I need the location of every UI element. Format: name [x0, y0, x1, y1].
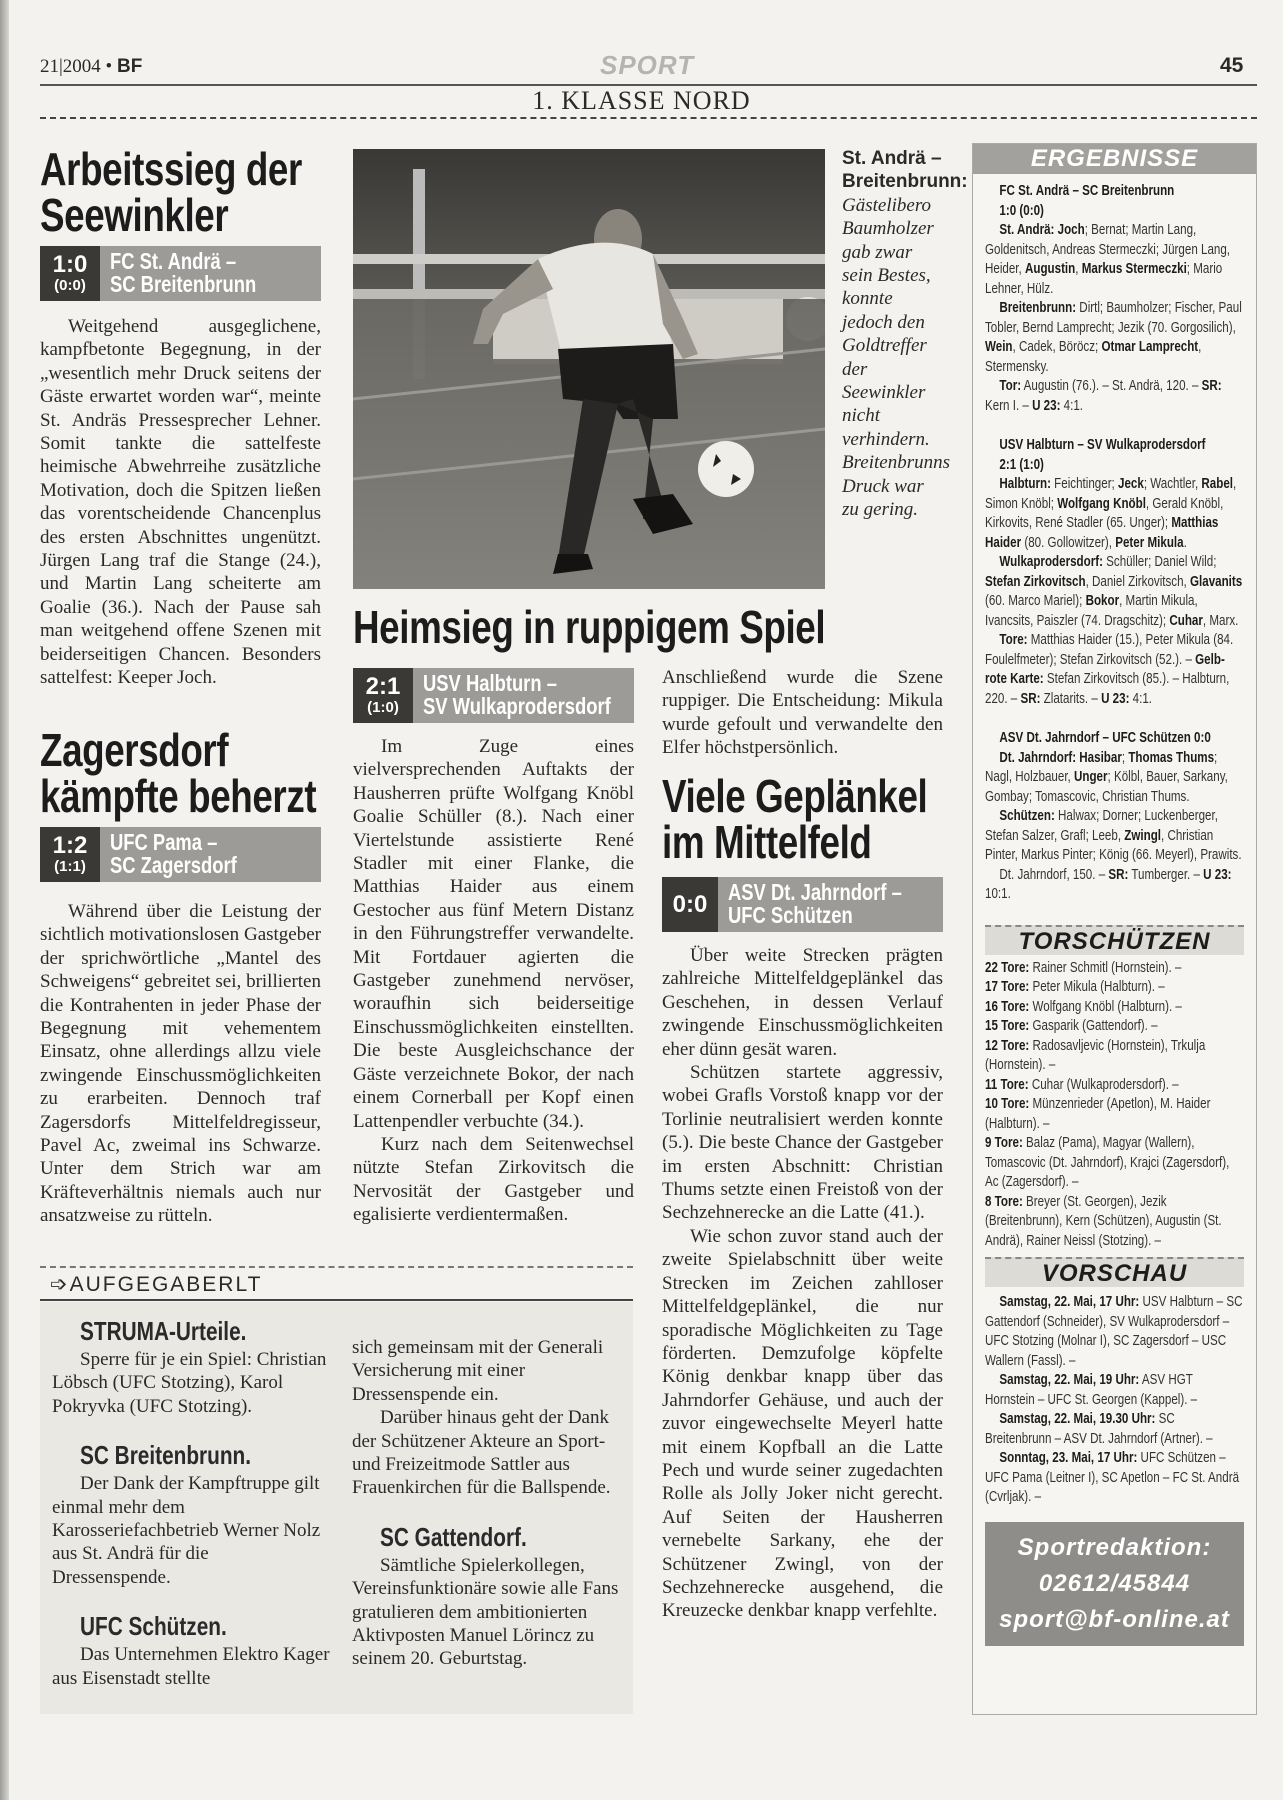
bold-segment: Samstag, 22. Mai, 19.30 Uhr: [999, 1411, 1156, 1427]
match-result [985, 182, 1244, 416]
article-headline [40, 143, 321, 241]
text-segment: , Simon Knöbl; [985, 476, 1237, 512]
text-segment: Breyer (St. Georgen), Jezik (Breitenbrunn), Kern (Schützen), Augustin (St. Andrä), Rainer Neissl (Stotzing). – [985, 1193, 1222, 1249]
bold-segment: Peter Mikula [1115, 534, 1184, 551]
bold-segment: Jeck [1118, 476, 1144, 492]
contact-box [985, 1522, 1244, 1646]
bold-segment: Markus Stermeczki [1081, 261, 1187, 277]
bold-segment: 16 Tore: [985, 998, 1030, 1015]
note-text: Darüber hinaus geht der Dank der Schützener Akteure an Sport- und Freizeitmode Sattler aus Frauenkirchen für die Ballspende. [352, 1407, 611, 1499]
note-title: UFC Schützen. [80, 1611, 227, 1642]
note-text: Der Dank der Kampftruppe gilt einmal mehr dem Karosseriefachbetrieb Werner Nolz aus St. Andrä für die Dressenspende. [52, 1473, 321, 1588]
fixture-entry [985, 1371, 1244, 1410]
issue-number: 21|2004 • [40, 56, 113, 77]
text-segment: ; [1121, 749, 1129, 766]
article-body [40, 315, 321, 690]
match-details [985, 866, 1244, 905]
bold-segment: Stefan Zirkovitsch [985, 573, 1086, 590]
final-score: 1:0 [52, 250, 88, 278]
bold-segment: St. Andrä: Joch [999, 222, 1085, 238]
final-score: 1:2 [52, 831, 88, 859]
text-segment: Matthias Haider (15.), Peter Mikula (84. Foulelfmeter); Stefan Zirkovitsch (52.). – [985, 632, 1234, 668]
headline-line: kämpfte beherzt [40, 770, 317, 822]
home-team: ASV Dt. Jahrndorf – [728, 879, 902, 905]
text-segment: , Daniel Zirkovitsch, [1085, 573, 1190, 590]
arrow-right-icon: ➩ [50, 1273, 70, 1296]
match-title: FC St. Andrä – SC Breitenbrunn [999, 183, 1175, 199]
text-segment: , Martin Mikula, Ivancsits, Paiszler (74. Dragschitz); [985, 593, 1198, 629]
text-segment: ; Nagl, Holzbauer, [985, 749, 1218, 785]
notes-title: AUFGEGABERLT [69, 1273, 263, 1296]
match-title: USV Halbturn – SV Wulkaprodersdorf [999, 437, 1206, 453]
bold-segment: 15 Tore: [985, 1018, 1030, 1034]
text-segment: , Stermensky. [985, 339, 1202, 375]
home-team: FC St. Andrä – [110, 248, 237, 274]
league-title: 1. KLASSE NORD [532, 86, 751, 115]
match-details [985, 631, 1244, 709]
bold-segment: Matthias Haider [985, 515, 1219, 551]
text-segment: Münzenrieder (Apetlon), M. Haider (Halbturn). – [985, 1096, 1211, 1132]
lineup [985, 299, 1244, 377]
bold-segment: Zwingl [1124, 827, 1162, 844]
text-segment: . [1183, 534, 1187, 551]
text-segment: Halwax; Dorner; Luckenberger, Stefan Salzer, Grafl; Leeb, [985, 808, 1218, 844]
article-jahrndorf [662, 770, 943, 1623]
headline-line: Seewinkler [40, 189, 229, 241]
home-team: USV Halbturn – [423, 670, 557, 696]
bold-segment: SR: [1020, 690, 1041, 707]
text-segment: Feichtinger; [1050, 476, 1119, 492]
article-halbturn [353, 668, 634, 1227]
bold-segment: Wulkaprodersdorf: [999, 554, 1103, 570]
text-segment: SC Breitenbrunn – ASV Dt. Jahrndorf (Artner). – [985, 1411, 1213, 1447]
scorer-entry [985, 1076, 1244, 1096]
note-text: Sämtliche Spielerkollegen, Vereinsfunktionäre sowie alle Fans gratulieren dem ambitionierten Aktivposten Manuel Lörincz zu seinem 20. Geburtstag. [352, 1554, 619, 1670]
text-segment: Cuhar (Wulkaprodersdorf). – [1028, 1076, 1179, 1093]
contact-email[interactable]: sport@bf-online.at [999, 1605, 1230, 1633]
text-segment: (60. Marco Mariel); [985, 593, 1086, 609]
bold-segment: Breitenbrunn: [999, 300, 1077, 316]
away-team: SC Breitenbrunn [110, 271, 257, 297]
match-score: 2:1 (1:0) [999, 456, 1044, 473]
notes-column-1 [52, 1306, 332, 1690]
bold-segment: Unger [1073, 769, 1108, 785]
paragraph: Schützen startete aggressiv, wobei Grafls Vorstoß knapp vor der Torlinie neutralisiert werden konnte (5.). Die beste Chance der Gastgeber im ersten Abschnitt: Christian Thums setzte einen Freistoß von der Sechzehnerecke an die Latte (41.). [662, 1062, 943, 1224]
score [353, 668, 413, 723]
note-title: STRUMA-Urteile. [80, 1316, 247, 1346]
page-number: 45 [1220, 54, 1244, 77]
scorer-entry [985, 1134, 1244, 1193]
text-segment: Wolfgang Knöbl (Halbturn). – [1029, 998, 1182, 1015]
bold-segment: 12 Tore: [985, 1037, 1030, 1054]
bold-segment: Cuhar [1169, 612, 1203, 629]
article-headline [40, 724, 321, 822]
text-segment: 10:1. [985, 886, 1011, 902]
match-photo [353, 149, 825, 589]
paper-name: BF [116, 56, 143, 77]
teams [413, 668, 634, 723]
lineup [985, 553, 1244, 631]
note-title: SC Gattendorf. [380, 1521, 527, 1552]
text-segment: , Marx. [1202, 612, 1239, 629]
score-box [353, 668, 634, 723]
match-result [985, 436, 1244, 709]
paragraph: Weitgehend ausgeglichene, kampfbetonte Begegnung, in der „wesentlich mehr Druck seitens der Gäste erwartet worden war“, meinte St. Andräs Pressesprecher Lehner. Somit tankte die sattelfeste heimische Abwehrreihe zusätzliche Motivation, doch die Spitzen ließen das vorentscheidende Chancenplus des ersten Abschnittes ungenützt. Jürgen Lang traf die Stange (24.), und Martin Lang scheiterte am Goalie (36.). Nach der Pause sah man weitgehend offene Szenen mit beiderseitigen Chancen. Besonders sattelfest: Keeper Joch. [40, 316, 321, 689]
match-score: 1:0 (0:0) [999, 202, 1044, 219]
bold-segment: Tore: [999, 632, 1028, 648]
section-title: SPORT [600, 50, 695, 80]
headline-line: Viele Geplänkel [662, 770, 928, 822]
lineup [985, 807, 1244, 866]
headline-line: Arbeitssieg der [40, 143, 302, 195]
bold-segment: Halbturn: [999, 476, 1051, 492]
away-team: SV Wulkaprodersdorf [423, 693, 611, 719]
header-divider [40, 117, 1257, 119]
scorer-entry [985, 959, 1244, 979]
lineup [985, 749, 1244, 808]
bold-segment: 8 Tore: [985, 1193, 1023, 1210]
notes-header [40, 1266, 633, 1301]
results-sidebar [972, 143, 1257, 1715]
bold-segment: SR: [1201, 378, 1222, 394]
text-segment: 4:1. [1129, 690, 1153, 707]
results-header: ERGEBNISSE [973, 144, 1256, 174]
article-st-andrae [40, 143, 321, 690]
scorer-entry [985, 1095, 1244, 1134]
final-score: 0:0 [672, 890, 708, 918]
article-halbturn-continued [662, 666, 943, 760]
bold-segment: 17 Tore: [985, 979, 1030, 995]
teams [100, 827, 321, 882]
text-segment: ; Bernat; Martin Lang, Goldenitsch, Andreas Stermeczki; Jürgen Lang, Heider, [985, 222, 1231, 277]
bold-segment: SR: [1108, 866, 1129, 883]
scorers-header: TORSCHÜTZEN [985, 925, 1244, 955]
paragraph: Im Zuge eines vielversprechenden Auftakts der Hausherren prüfte Wolfgang Knöbl Goalie Schüller (8.). Nach einer Viertelstunde assistierte René Stadler mit einer Flanke, die Matthias Haider aus einem Gestocher aus fünf Metern Distanz in den Führungstreffer verwandelte. Mit Fortdauer agierten die Gastgeber zunehmend nervöser, woraufhin sich beiderseitige Einschussmöglichkeiten einstellten. Die beste Ausgleichschance der Gäste verzeichnete Bokor, der nach einem Cornerball per Kopf einen Lattenpendler verbuchte (34.). [353, 736, 634, 1132]
issue-info [40, 56, 142, 78]
note-text: sich gemeinsam mit der Generali Versicherung mit einer Dressenspende ein. [352, 1337, 604, 1405]
text-segment: USV Halbturn – SC Gattendorf (Schneider), SV Wulkaprodersdorf – UFC Stotzing (Molnar I), SC Zagersdorf – USC Wallern (Fassl). – [985, 1294, 1243, 1369]
text-segment: Zlatarits. – [1040, 690, 1102, 707]
text-segment: ; Mario Lehner, Hülz. [985, 261, 1223, 297]
score-box [40, 827, 321, 882]
text-segment: Schüller; Daniel Wild; [1102, 554, 1217, 570]
notes-column-2 [352, 1336, 624, 1671]
fixture-entry [985, 1293, 1244, 1371]
note-text: Das Unternehmen Elektro Kager aus Eisenstadt stellte [52, 1644, 330, 1689]
score-box [40, 246, 321, 301]
article-headline [662, 770, 943, 868]
contact-phone: 02612/45844 [1038, 1569, 1191, 1597]
bold-segment: Schützen: [999, 808, 1055, 824]
article-headline: Heimsieg in ruppigem Spiel [353, 601, 826, 653]
text-segment: Dirtl; Baumholzer; Fischer, Paul Tobler, Bernd Lamprecht; Jezik (70. Gorgosilich), [985, 300, 1242, 336]
paragraph: Wie schon zuvor stand auch der zweite Spielabschnitt über weite Strecken im Zeichen zahlloser Mittelfeldgeplänkel, die nur sporadische Möglichkeiten zu Tage förderten. Demzufolge köpfelte König denkbar knapp über das Jahrndorfer Gehäuse, und auch der zuvor eingewechselte Meyerl hatte mit einem Kopfball an die Latte Pech und wurde seiner zugedachten Rolle als Jolly Joker nicht gerecht. Auf Seiten der Hausherren vernebelte Sarkany, ehe der Schützener Zwingl, von der Sechzehnerecke ausgehend, die Kreuzecke denkbar knapp verfehlte. [662, 1225, 943, 1622]
halftime-score: (0:0) [54, 276, 86, 294]
scorer-entry [985, 1037, 1244, 1076]
bold-segment: Dt. Jahrndorf: Hasibar [999, 749, 1122, 766]
text-segment: Dt. Jahrndorf, 150. – [999, 866, 1109, 883]
headline-line: Zagersdorf [40, 724, 229, 776]
preview-header: VORSCHAU [985, 1257, 1244, 1287]
text-segment: Peter Mikula (Halbturn). – [1029, 979, 1165, 995]
bold-segment: Samstag, 22. Mai, 17 Uhr: [999, 1294, 1140, 1310]
paragraph: Während über die Leistung der sichtlich motivationslosen Gastgeber der sprichwörtliche „Mantel des Schweigens“ gebreitet sei, brillierten die Kontrahenten in jeder Phase der Begegnung mit vehementem Einsatz, ohne allerdings allzu viele zwingende Einschussmöglichkeiten zu erarbeiten. Dennoch traf Zagersdorfs Mittelfeldregisseur, Pavel Ac, zweimal ins Schwarze. Unter dem Strich war am Kräfteverhältnis niemals auch nur ansatzweise zu rütteln. [40, 901, 321, 1227]
paragraph: Kurz nach dem Seitenwechsel nützte Stefan Zirkovitsch die Nervosität der Gastgeber und egalisierte verdientermaßen. [353, 1133, 634, 1226]
article-body [353, 735, 634, 1227]
bold-segment: Rabel [1201, 476, 1234, 492]
bold-segment: Wolfgang Knöbl [1057, 495, 1146, 512]
score [662, 877, 718, 932]
bold-segment: U 23: [1203, 866, 1232, 883]
text-segment: , [1075, 261, 1082, 277]
text-segment: Kern I. – [985, 397, 1033, 414]
results-list [985, 182, 1244, 905]
caption-lead: St. Andrä – Breitenbrunn: [842, 148, 968, 193]
lineup [985, 221, 1244, 299]
lineup [985, 475, 1244, 553]
match-result [985, 729, 1244, 905]
contact-title: Sportredaktion: [1017, 1533, 1212, 1561]
scorer-entry [985, 1017, 1244, 1037]
final-score: 2:1 [365, 672, 401, 700]
bold-segment: Augustin [1024, 261, 1076, 277]
score [40, 827, 100, 882]
fixture-entry [985, 1449, 1244, 1508]
bold-segment: Samstag, 22. Mai, 19 Uhr: [999, 1372, 1140, 1388]
bold-segment: Gelb-rote Karte: [985, 651, 1225, 687]
match-title: ASV Dt. Jahrndorf – UFC Schützen 0:0 [999, 730, 1211, 746]
text-segment: Augustin (76.). – St. Andrä, 120. – [1021, 378, 1202, 394]
scorer-entry [985, 1193, 1244, 1252]
text-segment: Rainer Schmitl (Hornstein). – [1029, 959, 1182, 976]
bold-segment: 11 Tore: [985, 1076, 1029, 1093]
text-segment: , Christian Pinter, Markus Pinter; König (66. Meyerl), Prawits. [985, 827, 1242, 863]
bold-segment: 9 Tore: [985, 1135, 1023, 1151]
article-halbturn-headline [353, 601, 873, 653]
headline-line: im Mittelfeld [662, 816, 872, 868]
away-team: UFC Schützen [728, 902, 853, 928]
bold-segment: Tor: [999, 378, 1022, 394]
scan-edge [0, 0, 9, 1800]
bold-segment: Wein [985, 339, 1013, 355]
halftime-score: (1:1) [54, 857, 86, 875]
text-segment: ASV HGT Hornstein – UFC St. Georgen (Kappel). – [985, 1372, 1198, 1408]
text-segment: Gasparik (Gattendorf). – [1029, 1018, 1158, 1034]
scorer-entry [985, 978, 1244, 998]
scorer-entry [985, 998, 1244, 1018]
text-segment: 4:1. [1060, 397, 1084, 414]
teams [100, 246, 321, 301]
note-text: Sperre für je ein Spiel: Christian Löbsch (UFC Stotzing), Karol Pokryvka (UFC Stotzing). [52, 1349, 327, 1417]
caption-text: Gästelibero Baumholzer gab zwar sein Bestes, konnte jedoch den Goldtreffer der Seewinkler nicht verhindern. Breitenbrunns Druck war zu gering. [842, 194, 951, 521]
paragraph: Über weite Strecken prägten zahlreiche Mittelfeldgeplänkel das Geschehen, in dessen Verlauf zwingende Einschussmöglichkeiten eher dünn gesät waren. [662, 945, 943, 1060]
bold-segment: Thomas Thums [1128, 749, 1215, 766]
match-details [985, 377, 1244, 416]
preview-list [985, 1293, 1244, 1508]
note-title: SC Breitenbrunn. [80, 1440, 252, 1471]
bold-segment: U 23: [1032, 397, 1061, 414]
score-box [662, 877, 943, 932]
teams [718, 877, 943, 932]
text-segment: ; Wachtler, [1143, 476, 1202, 492]
text-segment: (80. Gollowitzer), [1021, 534, 1116, 551]
bold-segment: Glavanits [1190, 573, 1243, 590]
soccer-player-image [353, 149, 825, 589]
bold-segment: Bokor [1085, 593, 1120, 609]
paragraph: Anschließend wurde die Szene ruppiger. Die Entscheidung: Mikula wurde gefoult und verwandelte den Elfer höchstpersönlich. [662, 667, 943, 759]
fixture-entry [985, 1410, 1244, 1449]
article-zagersdorf [40, 724, 321, 1228]
text-segment: Tumberger. – [1128, 866, 1204, 883]
text-segment: Balaz (Pama), Magyar (Wallern), Tomascovic (Dt. Jahrndorf), Krajci (Zagersdorf), Ac (Zagersdorf). – [985, 1135, 1230, 1190]
photo-caption [842, 147, 968, 522]
score [40, 246, 100, 301]
bold-segment: Sonntag, 23. Mai, 17 Uhr: [999, 1450, 1138, 1466]
bold-segment: Otmar Lamprecht [1101, 339, 1199, 355]
bold-segment: 10 Tore: [985, 1096, 1030, 1112]
home-team: UFC Pama – [110, 829, 218, 855]
halftime-score: (1:0) [367, 698, 399, 716]
text-segment: , Cadek, Böröcz; [1012, 339, 1102, 355]
text-segment: UFC Schützen – UFC Pama (Leitner I), SC Apetlon – FC St. Andrä (Cvrljak). – [985, 1450, 1240, 1505]
text-segment: , Gerald Knöbl, Kirkovits, René Stadler (65. Unger); [985, 495, 1224, 531]
text-segment: Radosavljevic (Hornstein), Trkulja (Hornstein). – [985, 1037, 1206, 1073]
scorers-list [985, 959, 1244, 1252]
away-team: SC Zagersdorf [110, 852, 237, 878]
text-segment: Stefan Zirkovitsch (85.). – Halbturn, 220. – [985, 671, 1230, 707]
article-body [40, 900, 321, 1228]
text-segment: ; Kölbl, Bauer, Sarkany, Gombay; Tomascovic, Christian Thums. [985, 769, 1228, 805]
bold-segment: U 23: [1101, 690, 1130, 707]
bold-segment: 22 Tore: [985, 959, 1030, 976]
